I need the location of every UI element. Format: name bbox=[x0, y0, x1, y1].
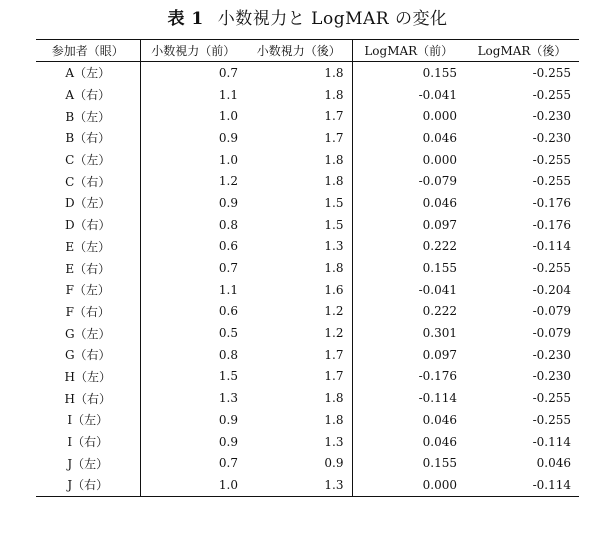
decimal-before-cell: 0.6 bbox=[218, 239, 238, 254]
decimal-before-cell: 0.5 bbox=[218, 326, 238, 341]
table-row bbox=[36, 84, 579, 106]
decimal-before-cell: 0.7 bbox=[218, 65, 238, 80]
logmar-before-cell: 0.155 bbox=[422, 261, 457, 276]
decimal-before-cell: 0.6 bbox=[218, 304, 238, 319]
logmar-after-cell: -0.079 bbox=[532, 326, 571, 341]
logmar-before-cell: 0.222 bbox=[422, 304, 457, 319]
decimal-after-cell: 1.5 bbox=[246, 214, 352, 236]
decimal-before-cell: 0.7 bbox=[218, 456, 238, 471]
logmar-before-cell: 0.046 bbox=[422, 130, 457, 145]
table-row bbox=[36, 149, 579, 171]
logmar-after-cell: -0.255 bbox=[532, 65, 571, 80]
logmar-before-cell: 0.000 bbox=[422, 477, 457, 492]
decimal-after-cell: 1.2 bbox=[246, 322, 352, 344]
logmar-after-cell: -0.230 bbox=[532, 369, 571, 384]
participant-cell: F（右） bbox=[36, 301, 140, 323]
logmar-before-cell: 0.155 bbox=[422, 65, 457, 80]
decimal-before-cell: 1.0 bbox=[218, 109, 238, 124]
decimal-after-cell: 1.3 bbox=[246, 474, 352, 496]
decimal-after-cell: 1.7 bbox=[246, 105, 352, 127]
logmar-after-cell: 0.046 bbox=[536, 456, 571, 471]
decimal-after-cell: 1.7 bbox=[246, 366, 352, 388]
logmar-after-cell: -0.204 bbox=[532, 282, 571, 297]
table-row bbox=[36, 409, 579, 431]
table-row bbox=[36, 257, 579, 279]
visual-acuity-table bbox=[36, 39, 579, 497]
table-row bbox=[36, 62, 579, 84]
decimal-before-cell: 0.9 bbox=[218, 195, 238, 210]
decimal-before-cell: 0.9 bbox=[218, 412, 238, 427]
table-caption bbox=[0, 6, 615, 32]
table-row bbox=[36, 236, 579, 258]
table-row bbox=[36, 322, 579, 344]
decimal-after-cell: 1.3 bbox=[246, 236, 352, 258]
logmar-after-cell: -0.079 bbox=[532, 304, 571, 319]
participant-cell: F（左） bbox=[36, 279, 140, 301]
table-number: 表 1 bbox=[167, 9, 204, 29]
table-row bbox=[36, 127, 579, 149]
table-title: 小数視力と LogMAR の変化 bbox=[217, 9, 448, 29]
header-decimal-after: 小数視力（後） bbox=[246, 40, 352, 62]
header-participant: 参加者（眼） bbox=[36, 40, 140, 62]
participant-cell: A（右） bbox=[36, 84, 140, 106]
table-row bbox=[36, 452, 579, 474]
participant-cell: D（右） bbox=[36, 214, 140, 236]
decimal-before-cell: 1.0 bbox=[218, 477, 238, 492]
logmar-before-cell: 0.301 bbox=[422, 326, 457, 341]
table-row bbox=[36, 214, 579, 236]
decimal-after-cell: 1.8 bbox=[246, 170, 352, 192]
table-header bbox=[36, 40, 579, 62]
logmar-before-cell: 0.046 bbox=[422, 195, 457, 210]
table-body bbox=[36, 62, 579, 497]
logmar-before-cell: 0.000 bbox=[422, 152, 457, 167]
participant-cell: A（左） bbox=[36, 62, 140, 84]
table-row bbox=[36, 431, 579, 453]
decimal-after-cell: 1.8 bbox=[246, 62, 352, 84]
table-row bbox=[36, 192, 579, 214]
decimal-after-cell: 1.6 bbox=[246, 279, 352, 301]
participant-cell: G（左） bbox=[36, 322, 140, 344]
decimal-before-cell: 1.0 bbox=[218, 152, 238, 167]
logmar-before-cell: -0.041 bbox=[418, 87, 457, 102]
logmar-after-cell: -0.114 bbox=[532, 477, 571, 492]
table-row bbox=[36, 170, 579, 192]
decimal-before-cell: 0.9 bbox=[218, 434, 238, 449]
logmar-after-cell: -0.176 bbox=[532, 217, 571, 232]
logmar-after-cell: -0.255 bbox=[532, 152, 571, 167]
participant-cell: D（左） bbox=[36, 192, 140, 214]
logmar-before-cell: 0.155 bbox=[422, 456, 457, 471]
decimal-after-cell: 1.2 bbox=[246, 301, 352, 323]
participant-cell: B（右） bbox=[36, 127, 140, 149]
table-row bbox=[36, 301, 579, 323]
decimal-after-cell: 0.9 bbox=[246, 452, 352, 474]
participant-cell: I（右） bbox=[36, 431, 140, 453]
logmar-before-cell: 0.097 bbox=[422, 217, 457, 232]
decimal-before-cell: 1.1 bbox=[218, 87, 238, 102]
logmar-before-cell: 0.222 bbox=[422, 239, 457, 254]
decimal-before-cell: 0.8 bbox=[218, 347, 238, 362]
decimal-before-cell: 0.8 bbox=[218, 217, 238, 232]
decimal-after-cell: 1.7 bbox=[246, 127, 352, 149]
header-logmar-after: LogMAR（後） bbox=[477, 44, 567, 58]
table-row bbox=[36, 279, 579, 301]
logmar-after-cell: -0.114 bbox=[532, 434, 571, 449]
decimal-after-cell: 1.5 bbox=[246, 192, 352, 214]
header-decimal-before: 小数視力（前） bbox=[151, 44, 236, 58]
participant-cell: B（左） bbox=[36, 105, 140, 127]
logmar-after-cell: -0.230 bbox=[532, 109, 571, 124]
logmar-before-cell: -0.114 bbox=[418, 391, 457, 406]
participant-cell: J（右） bbox=[36, 474, 140, 496]
logmar-after-cell: -0.230 bbox=[532, 130, 571, 145]
decimal-after-cell: 1.8 bbox=[246, 387, 352, 409]
decimal-after-cell: 1.8 bbox=[246, 409, 352, 431]
logmar-before-cell: -0.079 bbox=[418, 174, 457, 189]
logmar-before-cell: 0.046 bbox=[422, 434, 457, 449]
decimal-after-cell: 1.8 bbox=[246, 257, 352, 279]
logmar-after-cell: -0.255 bbox=[532, 87, 571, 102]
logmar-before-cell: 0.000 bbox=[422, 109, 457, 124]
logmar-after-cell: -0.255 bbox=[532, 174, 571, 189]
decimal-before-cell: 0.9 bbox=[218, 130, 238, 145]
participant-cell: C（左） bbox=[36, 149, 140, 171]
participant-cell: C（右） bbox=[36, 170, 140, 192]
logmar-after-cell: -0.255 bbox=[532, 391, 571, 406]
table-row bbox=[36, 387, 579, 409]
decimal-before-cell: 1.5 bbox=[218, 369, 238, 384]
table-row bbox=[36, 474, 579, 496]
decimal-before-cell: 1.1 bbox=[218, 282, 238, 297]
decimal-before-cell: 1.3 bbox=[218, 391, 238, 406]
decimal-after-cell: 1.8 bbox=[246, 149, 352, 171]
participant-cell: I（左） bbox=[36, 409, 140, 431]
table-row bbox=[36, 366, 579, 388]
decimal-before-cell: 1.2 bbox=[218, 174, 238, 189]
decimal-after-cell: 1.8 bbox=[246, 84, 352, 106]
participant-cell: G（右） bbox=[36, 344, 140, 366]
decimal-before-cell: 0.7 bbox=[218, 261, 238, 276]
logmar-before-cell: 0.097 bbox=[422, 347, 457, 362]
table-row bbox=[36, 344, 579, 366]
logmar-after-cell: -0.255 bbox=[532, 261, 571, 276]
logmar-after-cell: -0.114 bbox=[532, 239, 571, 254]
logmar-before-cell: -0.041 bbox=[418, 282, 457, 297]
logmar-after-cell: -0.230 bbox=[532, 347, 571, 362]
participant-cell: H（右） bbox=[36, 387, 140, 409]
participant-cell: J（左） bbox=[36, 452, 140, 474]
logmar-after-cell: -0.176 bbox=[532, 195, 571, 210]
header-logmar-before: LogMAR（前） bbox=[364, 44, 454, 58]
participant-cell: E（右） bbox=[36, 257, 140, 279]
header-row bbox=[36, 40, 579, 62]
logmar-before-cell: -0.176 bbox=[418, 369, 457, 384]
table-row bbox=[36, 105, 579, 127]
decimal-after-cell: 1.7 bbox=[246, 344, 352, 366]
participant-cell: E（左） bbox=[36, 236, 140, 258]
participant-cell: H（左） bbox=[36, 366, 140, 388]
logmar-before-cell: 0.046 bbox=[422, 412, 457, 427]
decimal-after-cell: 1.3 bbox=[246, 431, 352, 453]
logmar-after-cell: -0.255 bbox=[532, 412, 571, 427]
